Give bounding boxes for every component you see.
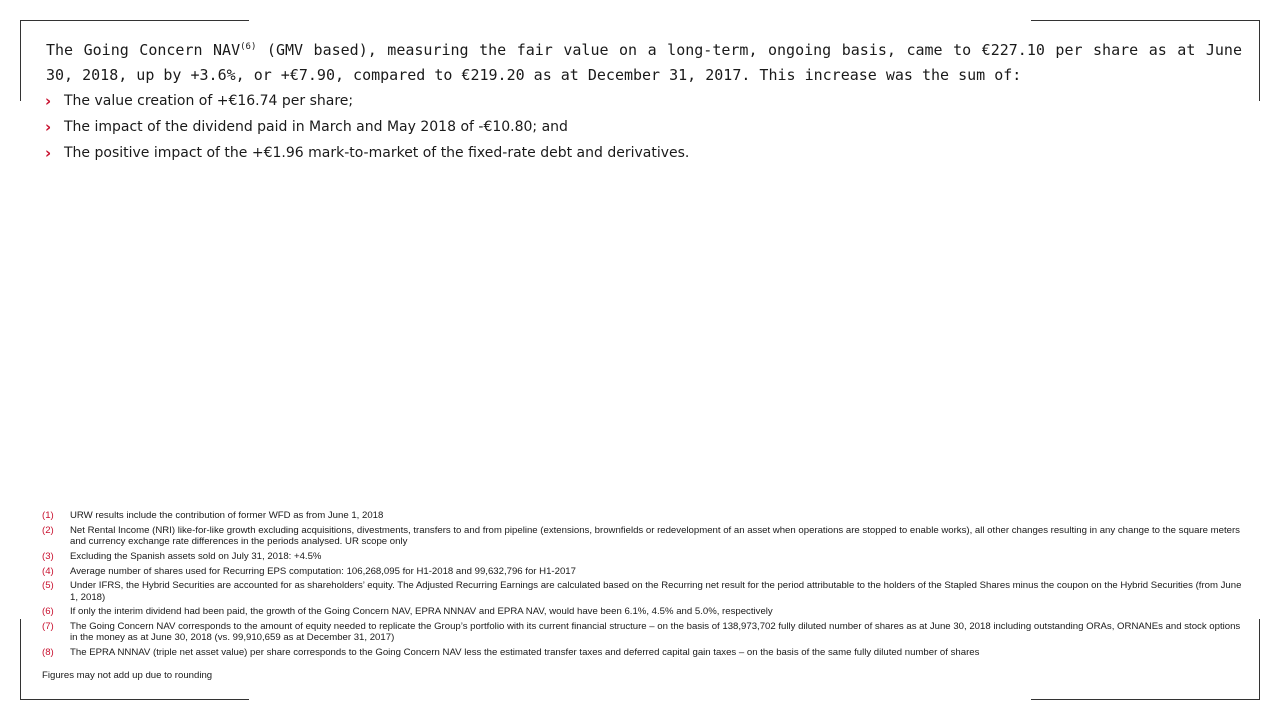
intro-superscript: (6) — [240, 42, 257, 52]
footnote — [42, 621, 1242, 643]
bullet-list — [44, 88, 689, 166]
chevron-right-icon: › — [45, 144, 52, 162]
footnote-number: (4) — [42, 565, 54, 577]
footnote-text: Excluding the Spanish assets sold on July 31, 2018: +4.5% — [70, 550, 322, 562]
footnote-text: Under IFRS, the Hybrid Securities are accounted for as shareholders’ equity. The Adjusted Recurring Earnings are calculated based on the Recurring net result for the period attributable to the holders of the Stapled Shares minus the coupon on the Hybrid Securities (from June 1, 2018) — [70, 580, 1242, 603]
footnote-number: (5) — [42, 580, 54, 592]
footnote-number: (2) — [42, 524, 54, 536]
footnote-text: URW results include the contribution of former WFD as from June 1, 2018 — [70, 510, 384, 521]
bullet-item — [44, 114, 689, 140]
footnote-number: (8) — [42, 647, 54, 659]
chevron-right-icon: › — [45, 118, 52, 136]
bullet-text: The impact of the dividend paid in March and May 2018 of -€10.80; and — [64, 119, 568, 135]
footnote — [42, 525, 1242, 547]
intro-text-part2: (GMV based), measuring the fair value on a long-term, ongoing basis, came to €227.10 per share as at June 30, 2018, up by +3.6%, or +€7.90, compared to €219.20 as at December 31, 2017. This increase was the sum of: — [46, 41, 1242, 84]
bullet-item — [44, 88, 689, 114]
footnote-text: If only the interim dividend had been paid, the growth of the Going Concern NAV, EPRA NNNAV and EPRA NAV, would have been 6.1%, 4.5% and 5.0%, respectively — [70, 606, 773, 618]
footnote-number: (7) — [42, 621, 54, 633]
rounding-note: Figures may not add up due to rounding — [42, 670, 213, 681]
footnote — [42, 510, 1242, 521]
footnote-text: Average number of shares used for Recurring EPS computation: 106,268,095 for H1-2018 and 99,632,796 for H1-2017 — [70, 565, 576, 577]
bullet-item — [44, 140, 689, 166]
intro-paragraph — [46, 38, 1242, 88]
footnote-text: The EPRA NNNAV (triple net asset value) per share corresponds to the Going Concern NAV less the estimated transfer taxes and deferred capital gain taxes – on the basis of the same fully diluted number of shares — [70, 647, 980, 659]
footnote-text: Net Rental Income (NRI) like-for-like growth excluding acquisitions, divestments, transfers to and from pipeline (extensions, brownfields or redevelopment of an asset when operations are stopped to enable works), all other changes resulting in any change to the square meters and currency exchange rate differences in the periods analysed. UR scope only — [70, 524, 1240, 547]
bullet-text: The value creation of +€16.74 per share; — [64, 93, 354, 109]
footnote — [42, 566, 1242, 577]
footnote-text: The Going Concern NAV corresponds to the amount of equity needed to replicate the Group’s portfolio with its current financial structure – on the basis of 138,973,702 fully diluted number of shares as at June 30, 2018 including outstanding ORAs, ORNANEs and stock options in the money as at June 30, 2018 (vs. 99,910,659 as at December 31, 2017) — [70, 621, 1241, 644]
footnote-number: (3) — [42, 550, 54, 562]
footnote — [42, 580, 1242, 602]
chevron-right-icon: › — [45, 92, 52, 110]
intro-text-part1: The Going Concern NAV — [46, 41, 241, 59]
footnote-number: (6) — [42, 606, 54, 618]
footnote — [42, 606, 1242, 617]
footnotes-list — [42, 510, 1242, 662]
footnote — [42, 551, 1242, 562]
footnote-number: (1) — [42, 510, 54, 521]
bullet-text: The positive impact of the +€1.96 mark-to-market of the fixed-rate debt and derivatives. — [64, 145, 690, 161]
footnote — [42, 647, 1242, 658]
